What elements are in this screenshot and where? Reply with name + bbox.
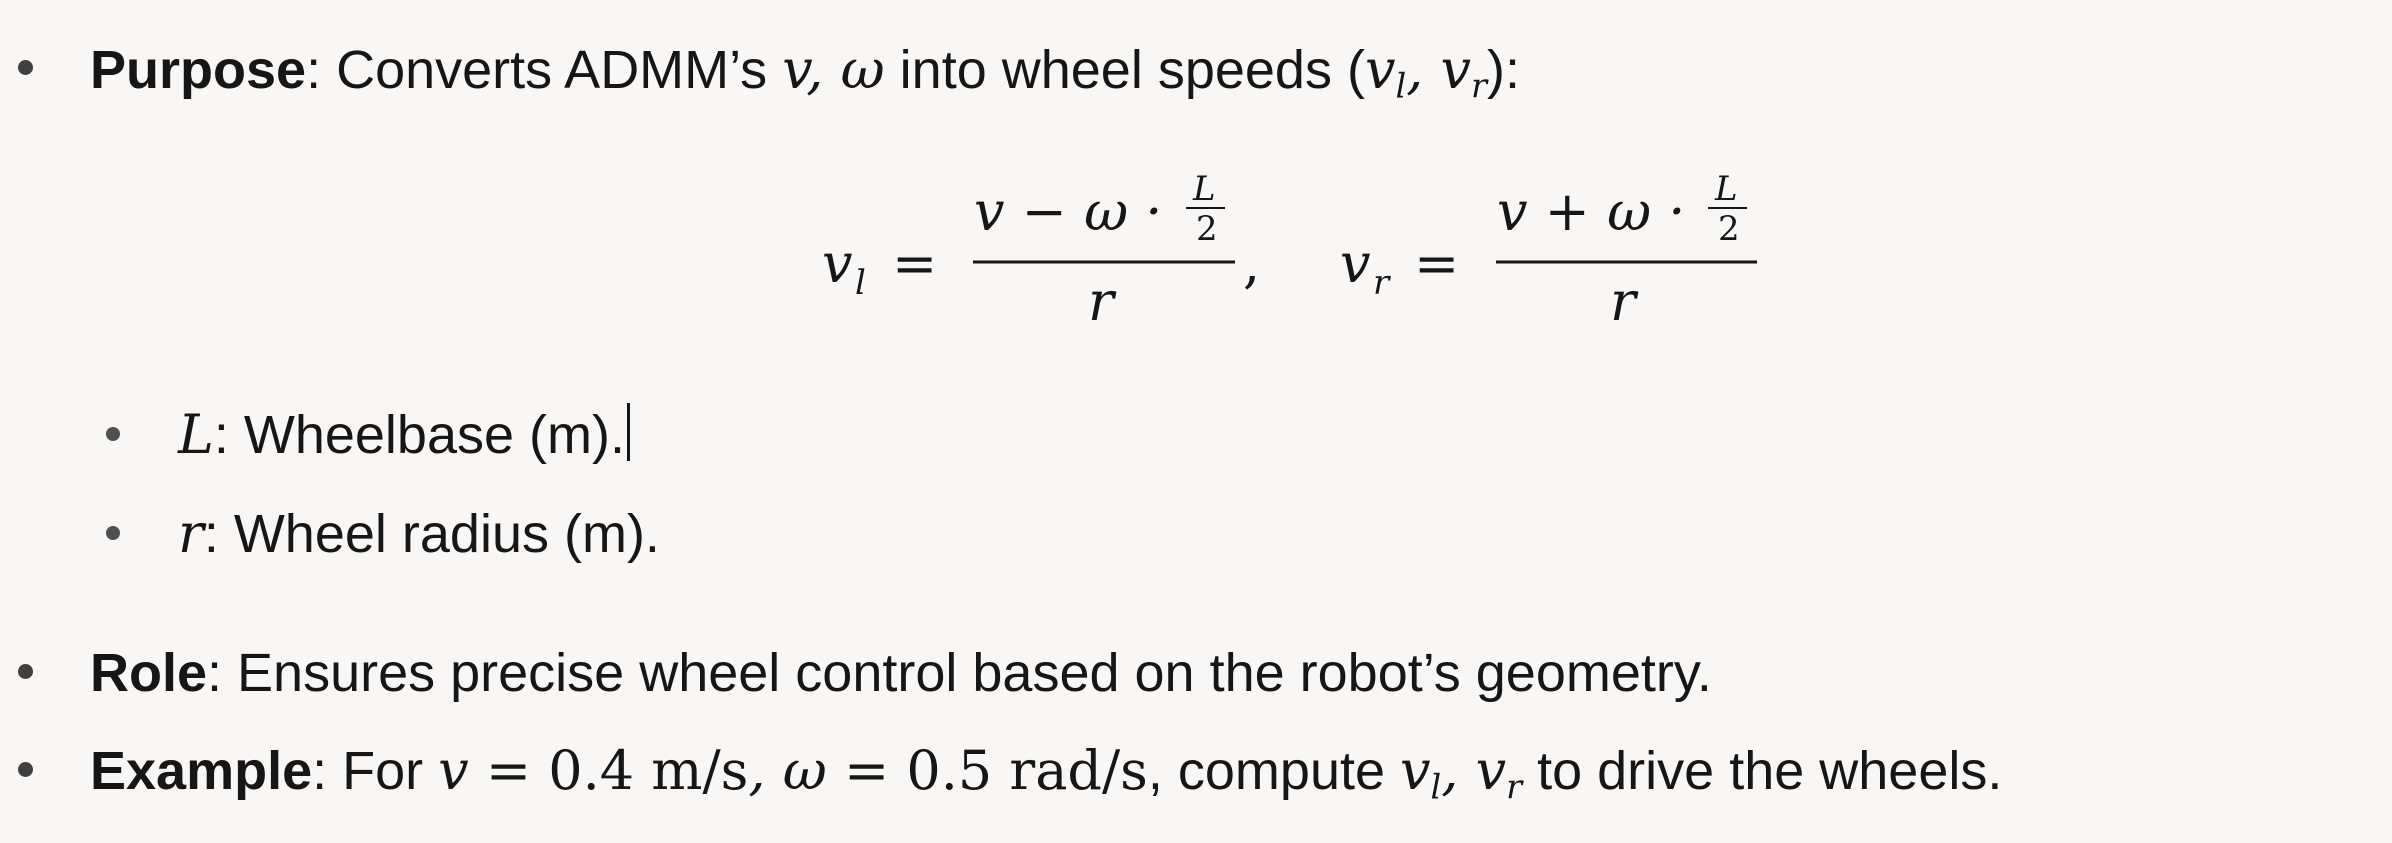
example-sep: , xyxy=(1441,739,1476,802)
example-omega-unit: rad/s xyxy=(1009,739,1148,802)
example-label: Example xyxy=(90,741,313,801)
example-omega-symbol: , ω xyxy=(748,739,827,802)
example-text-for: : For xyxy=(312,741,439,801)
example-line xyxy=(90,739,2003,807)
text-cursor xyxy=(627,403,630,461)
example-vr-sub: r xyxy=(1506,767,1523,807)
purpose-vr-sub: r xyxy=(1471,66,1488,106)
eq-lhs-right-sub: r xyxy=(1373,263,1390,303)
example-omega-value: = 0.5 xyxy=(826,739,1010,802)
sub-item-wheelbase-symbol: L xyxy=(178,403,214,466)
example-v-value: = 0.4 xyxy=(468,739,652,802)
bullet-sub-radius xyxy=(106,526,120,540)
bullet-sub-wheelbase xyxy=(106,427,120,441)
purpose-vl: v xyxy=(1364,38,1396,101)
role-text: : Ensures precise wheel control based on the robot’s geometry. xyxy=(207,643,1712,703)
purpose-text-mid: into wheel speeds ( xyxy=(884,40,1365,100)
eq-small-den-right: 2 xyxy=(1718,209,1740,249)
eq-num-left: v − ω · xyxy=(974,180,1163,243)
sub-item-wheelbase xyxy=(178,403,630,466)
eq-den-right: r xyxy=(1610,270,1636,333)
example-vl: v xyxy=(1400,739,1431,802)
eq-small-num-right: L xyxy=(1715,169,1738,209)
purpose-text-after: ): xyxy=(1487,40,1521,100)
purpose-text-before: : Converts ADMM’s xyxy=(306,40,783,100)
purpose-label: Purpose xyxy=(90,40,307,100)
example-text-end: to drive the wheels. xyxy=(1522,741,2003,801)
example-v-symbol: v xyxy=(438,739,469,802)
purpose-vl-sub: l xyxy=(1395,66,1407,106)
eq-lhs-left-sub: l xyxy=(855,263,866,303)
sub-item-radius xyxy=(178,502,660,565)
sub-item-radius-symbol: r xyxy=(178,502,204,565)
eq-lhs-left: v xyxy=(822,232,853,295)
eq-den-left: r xyxy=(1088,270,1114,333)
eq-num-right: v + ω · xyxy=(1497,180,1686,243)
example-text-compute: , compute xyxy=(1147,741,1401,801)
eq-small-num-left: L xyxy=(1193,169,1216,209)
eq-lhs-right: v xyxy=(1340,232,1371,295)
role-label: Role xyxy=(90,643,208,703)
eq-equals-left: = xyxy=(892,232,938,295)
eq-separator: , xyxy=(1243,232,1261,295)
eq-small-den-left: 2 xyxy=(1196,209,1218,249)
sub-item-radius-text: : Wheel radius (m). xyxy=(203,504,660,564)
example-v-unit: m/s xyxy=(651,739,749,802)
purpose-vr: v xyxy=(1440,38,1472,101)
example-vl-sub: l xyxy=(1430,767,1442,807)
bullet-example xyxy=(18,762,33,777)
purpose-vars: v, ω xyxy=(782,38,885,101)
role-line xyxy=(90,642,1712,704)
sub-item-wheelbase-text: : Wheelbase (m). xyxy=(213,405,625,465)
bullet-role xyxy=(18,664,33,679)
eq-equals-right: = xyxy=(1414,232,1460,295)
example-vr: v xyxy=(1475,739,1507,802)
purpose-comma: , xyxy=(1406,38,1441,101)
